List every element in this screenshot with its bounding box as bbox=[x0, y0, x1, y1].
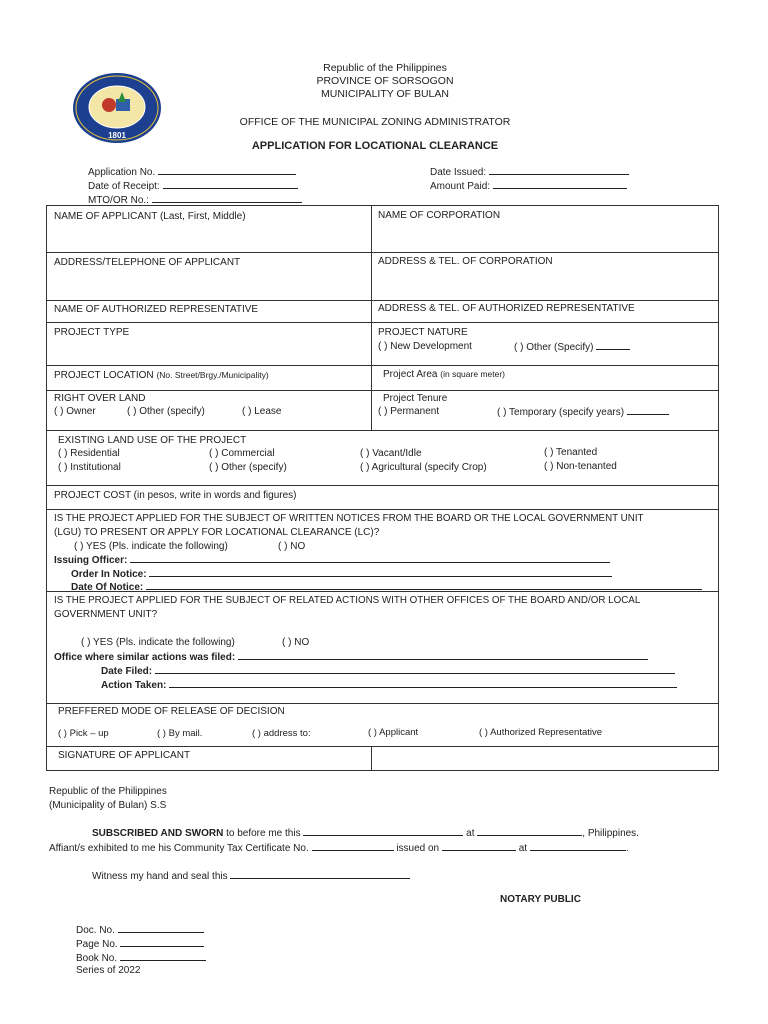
date-issued-field[interactable]: Date Issued: bbox=[430, 165, 629, 178]
header-republic: Republic of the Philippines bbox=[323, 62, 447, 74]
lu-agricultural-option[interactable]: ( ) Agricultural (specify Crop) bbox=[360, 462, 487, 473]
rm-mail-option[interactable]: ( ) By mail. bbox=[157, 728, 203, 739]
notary-public-label: NOTARY PUBLIC bbox=[500, 894, 581, 905]
project-nature-label: PROJECT NATURE bbox=[378, 327, 468, 338]
amount-paid-field[interactable]: Amount Paid: bbox=[430, 179, 627, 192]
mto-or-no-field[interactable]: MTO/OR No.: bbox=[88, 193, 302, 206]
application-form-table bbox=[46, 205, 719, 771]
rm-authorized-rep-option[interactable]: ( ) Authorized Representative bbox=[479, 727, 603, 738]
form-title: APPLICATION FOR LOCATIONAL CLEARANCE bbox=[251, 140, 499, 152]
lu-other-option[interactable]: ( ) Other (specify) bbox=[209, 462, 287, 473]
corporation-name-label: NAME OF CORPORATION bbox=[378, 210, 501, 221]
related-actions-question-cont: GOVERNMENT UNIT? bbox=[54, 609, 158, 620]
nature-other-option[interactable]: ( ) Other (Specify) bbox=[514, 340, 630, 354]
book-no-field[interactable]: Book No. bbox=[76, 951, 206, 964]
order-in-notice-field[interactable]: Order In Notice: bbox=[71, 567, 612, 581]
lu-commercial-option[interactable]: ( ) Commercial bbox=[209, 448, 275, 459]
project-location-label: PROJECT LOCATION (No. Street/Brgy./Municipality) bbox=[54, 370, 269, 381]
right-over-land-label: RIGHT OVER LAND bbox=[54, 393, 146, 404]
written-notices-question-cont: (LGU) TO PRESENT OR APPLY FOR LOCATIONAL CLEARANCE (LC)? bbox=[54, 527, 380, 538]
subscribed-sworn-line[interactable]: SUBSCRIBED AND SWORN to before me this at , Philippines. bbox=[92, 828, 639, 839]
q1-no-option[interactable]: ( ) NO bbox=[278, 541, 306, 552]
related-actions-question: IS THE PROJECT APPLIED FOR THE SUBJECT OF RELATED ACTIONS WITH OTHER OFFICES OF THE BOARD AND/OR LOCAL bbox=[54, 595, 641, 606]
header-municipality: MUNICIPALITY OF BULAN bbox=[321, 88, 449, 100]
rol-owner-option[interactable]: ( ) Owner bbox=[54, 406, 96, 417]
municipal-seal bbox=[72, 72, 162, 144]
date-of-receipt-field[interactable]: Date of Receipt: bbox=[88, 179, 298, 192]
project-type-label: PROJECT TYPE bbox=[54, 327, 130, 338]
rol-other-option[interactable]: ( ) Other (specify) bbox=[127, 406, 205, 417]
applicant-address-label: ADDRESS/TELEPHONE OF APPLICANT bbox=[54, 257, 241, 268]
rep-address-label: ADDRESS & TEL. OF AUTHORIZED REPRESENTATIVE bbox=[378, 303, 635, 314]
seal-year: 1801 bbox=[108, 131, 126, 140]
existing-land-use-label: EXISTING LAND USE OF THE PROJECT bbox=[58, 435, 247, 446]
page-no-field[interactable]: Page No. bbox=[76, 937, 204, 950]
rm-applicant-option[interactable]: ( ) Applicant bbox=[368, 727, 419, 738]
application-no-field[interactable]: Application No. bbox=[88, 165, 296, 178]
lu-nontenanted-option[interactable]: ( ) Non-tenanted bbox=[544, 461, 617, 472]
date-of-notice-field[interactable]: Date Of Notice: bbox=[71, 580, 702, 594]
nature-new-development-option[interactable]: ( ) New Development bbox=[378, 341, 472, 352]
rep-name-label: NAME OF AUTHORIZED REPRESENTATIVE bbox=[54, 304, 259, 315]
series-label: Series of 2022 bbox=[76, 965, 141, 976]
header-province: PROVINCE OF SORSOGON bbox=[316, 75, 454, 87]
lu-institutional-option[interactable]: ( ) Institutional bbox=[58, 462, 121, 473]
q2-no-option[interactable]: ( ) NO bbox=[282, 637, 310, 648]
q2-yes-option[interactable]: ( ) YES (Pls. indicate the following) bbox=[81, 637, 235, 648]
applicant-name-label: NAME OF APPLICANT (Last, First, Middle) bbox=[54, 211, 246, 222]
tenure-permanent-option[interactable]: ( ) Permanent bbox=[378, 406, 440, 417]
project-tenure-label: Project Tenure bbox=[383, 393, 448, 404]
doc-no-field[interactable]: Doc. No. bbox=[76, 923, 204, 936]
affiant-ctc-line[interactable]: Affiant/s exhibited to me his Community Tax Certificate No. issued on at . bbox=[49, 843, 629, 854]
action-taken-field[interactable]: Action Taken: bbox=[101, 678, 677, 692]
notary-municipality: (Municipality of Bulan) S.S bbox=[49, 800, 167, 811]
project-area-label: Project Area (in square meter) bbox=[383, 369, 505, 380]
office-filed-field[interactable]: Office where similar actions was filed: bbox=[54, 650, 648, 664]
tenure-temporary-option[interactable]: ( ) Temporary (specify years) bbox=[497, 405, 669, 419]
rm-address-option[interactable]: ( ) address to: bbox=[252, 728, 311, 739]
lu-vacant-option[interactable]: ( ) Vacant/Idle bbox=[360, 448, 422, 459]
lu-tenanted-option[interactable]: ( ) Tenanted bbox=[544, 447, 598, 458]
corporation-address-label: ADDRESS & TEL. OF CORPORATION bbox=[378, 256, 553, 267]
rm-pickup-option[interactable]: ( ) Pick – up bbox=[58, 728, 109, 739]
notary-republic: Republic of the Philippines bbox=[49, 786, 167, 797]
witness-line[interactable]: Witness my hand and seal this bbox=[92, 869, 410, 882]
written-notices-question: IS THE PROJECT APPLIED FOR THE SUBJECT OF WRITTEN NOTICES FROM THE BOARD OR THE LOCAL GOVERNMENT UNIT bbox=[54, 513, 644, 524]
signature-label: SIGNATURE OF APPLICANT bbox=[58, 750, 191, 761]
office-name: OFFICE OF THE MUNICIPAL ZONING ADMINISTRATOR bbox=[239, 116, 511, 128]
q1-yes-option[interactable]: ( ) YES (Pls. indicate the following) bbox=[74, 541, 228, 552]
issuing-officer-field[interactable]: Issuing Officer: bbox=[54, 553, 610, 567]
lu-residential-option[interactable]: ( ) Residential bbox=[58, 448, 120, 459]
project-cost-label: PROJECT COST (in pesos, write in words and figures) bbox=[54, 490, 297, 501]
rol-lease-option[interactable]: ( ) Lease bbox=[242, 406, 282, 417]
date-filed-field[interactable]: Date Filed: bbox=[101, 664, 675, 678]
release-mode-label: PREFFERED MODE OF RELEASE OF DECISION bbox=[58, 706, 285, 717]
